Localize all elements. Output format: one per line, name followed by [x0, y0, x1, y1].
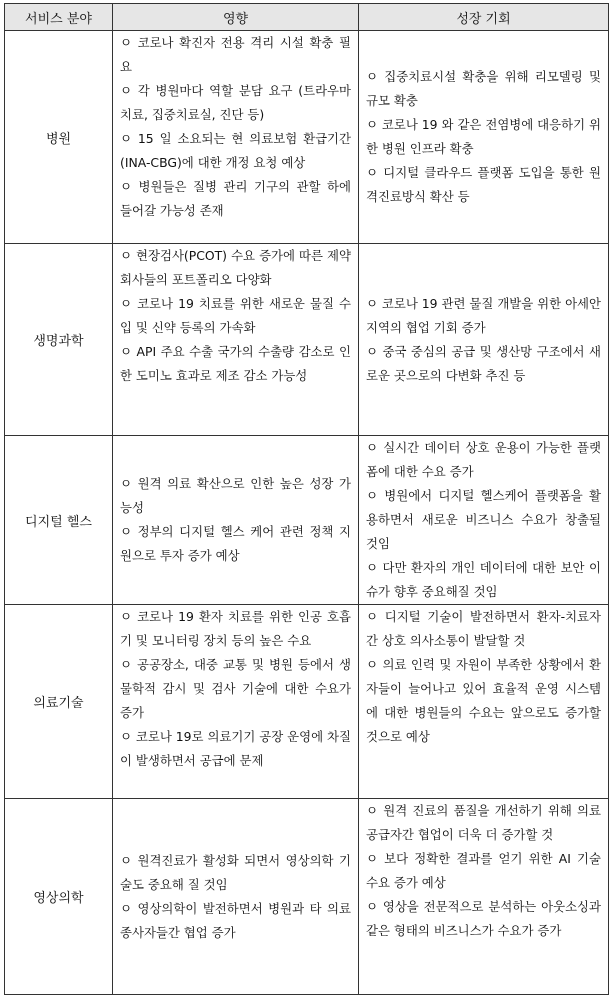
table-row-digital-health	[5, 436, 609, 605]
list-item: ㅇ 코로나 19 관련 물질 개발을 위한 아세안 지역의 협업 기회 증가	[366, 295, 601, 335]
list-item: ㅇ 의료 인력 및 자원이 부족한 상황에서 환자들이 늘어나고 있어 효율적 운영 시스템에 대한 병원들의 수요는 앞으로도 증가할 것으로 예상	[366, 657, 601, 744]
opportunity-cell	[359, 799, 609, 995]
impact-table	[4, 3, 609, 995]
list-item: ㅇ 집중치료시설 확충을 위해 리모델링 및 규모 확충	[366, 69, 601, 108]
opportunity-cell	[359, 244, 609, 436]
list-item: ㅇ API 주요 수출 국가의 수출량 감소로 인한 도미노 효과로 제조 감소 가능성	[120, 344, 351, 383]
list-item: ㅇ 중국 중심의 공급 및 생산망 구조에서 새로운 곳으로의 다변화 추진 등	[366, 343, 601, 383]
list-item: ㅇ 공공장소, 대중 교통 및 병원 등에서 생물학적 감시 및 검사 기술에 대한 수요가 증가	[120, 657, 351, 720]
list-item: ㅇ 코로나 확진자 전용 격리 시설 확충 필요	[120, 35, 351, 74]
list-item: ㅇ 원격진료가 활성화 되면서 영상의학 기술도 중요해 질 것임	[120, 852, 351, 892]
impact-cell	[113, 31, 359, 244]
impact-cell	[113, 799, 359, 995]
list-item: ㅇ 코로나 19 와 같은 전염병에 대응하기 위한 병원 인프라 확충	[366, 117, 601, 156]
list-item: ㅇ 15 일 소요되는 현 의료보험 환급기간(INA-CBG)에 대한 개정 요청 예상	[120, 131, 351, 170]
impact-cell	[113, 436, 359, 605]
header-service-field: 서비스 분야	[5, 4, 113, 31]
table-row-hospital	[5, 31, 609, 244]
list-item: ㅇ 다만 환자의 개인 데이터에 대한 보안 이슈가 향후 중요해질 것임	[366, 560, 601, 599]
list-item: ㅇ 병원에서 디지털 헬스케어 플랫폼을 활용하면서 새로운 비즈니스 수요가 창출될 것임	[366, 488, 601, 551]
category-cell: 의료기술	[5, 605, 113, 799]
category-cell: 디지털 헬스	[5, 436, 113, 605]
list-item: ㅇ 코로나 19 환자 치료를 위한 인공 호흡기 및 모니터링 장치 등의 높은 수요	[120, 609, 351, 648]
category-cell: 생명과학	[5, 244, 113, 436]
impact-cell	[113, 244, 359, 436]
list-item: ㅇ 코로나 19 치료를 위한 새로운 물질 수입 및 신약 등록의 가속화	[120, 296, 351, 335]
list-item: ㅇ 현장검사(PCOT) 수요 증가에 따른 제약 회사들의 포트폴리오 다양화	[120, 248, 351, 287]
list-item: ㅇ 원격 의료 확산으로 인한 높은 성장 가능성	[120, 476, 351, 515]
opportunity-cell	[359, 31, 609, 244]
list-item: ㅇ 영상을 전문적으로 분석하는 아웃소싱과 같은 형태의 비즈니스가 수요가 증가	[366, 899, 601, 938]
category-cell: 영상의학	[5, 799, 113, 995]
category-cell: 병원	[5, 31, 113, 244]
table-row-radiology	[5, 799, 609, 995]
list-item: ㅇ 영상의학이 발전하면서 병원과 타 의료 종사자들간 협업 증가	[120, 900, 351, 940]
table-row-life-science	[5, 244, 609, 436]
header-impact: 영향	[113, 4, 359, 31]
opportunity-cell	[359, 605, 609, 799]
header-row	[5, 4, 609, 31]
table-row-medtech	[5, 605, 609, 799]
header-opportunity: 성장 기회	[359, 4, 609, 31]
opportunity-cell	[359, 436, 609, 605]
impact-cell	[113, 605, 359, 799]
list-item: ㅇ 원격 진료의 품질을 개선하기 위해 의료 공급자간 협업이 더욱 더 증가할 것	[366, 803, 601, 842]
list-item: ㅇ 코로나 19로 의료기기 공장 운영에 차질이 발생하면서 공급에 문제	[120, 729, 351, 768]
list-item: ㅇ 디지털 기술이 발전하면서 환자-치료자간 상호 의사소통이 발달할 것	[366, 609, 601, 648]
list-item: ㅇ 정부의 디지털 헬스 케어 관련 정책 지원으로 투자 증가 예상	[120, 524, 351, 563]
list-item: ㅇ 각 병원마다 역할 분담 요구 (트라우마 치료, 집중치료실, 진단 등)	[120, 83, 351, 122]
list-item: ㅇ 보다 정확한 결과를 얻기 위한 AI 기술 수요 증가 예상	[366, 851, 601, 890]
list-item: ㅇ 디지털 클라우드 플랫폼 도입을 통한 원격진료방식 확산 등	[366, 165, 601, 204]
list-item: ㅇ 실시간 데이터 상호 운용이 가능한 플랫폼에 대한 수요 증가	[366, 440, 601, 479]
list-item: ㅇ 병원들은 질병 관리 기구의 관할 하에 들어갈 가능성 존재	[120, 179, 351, 218]
